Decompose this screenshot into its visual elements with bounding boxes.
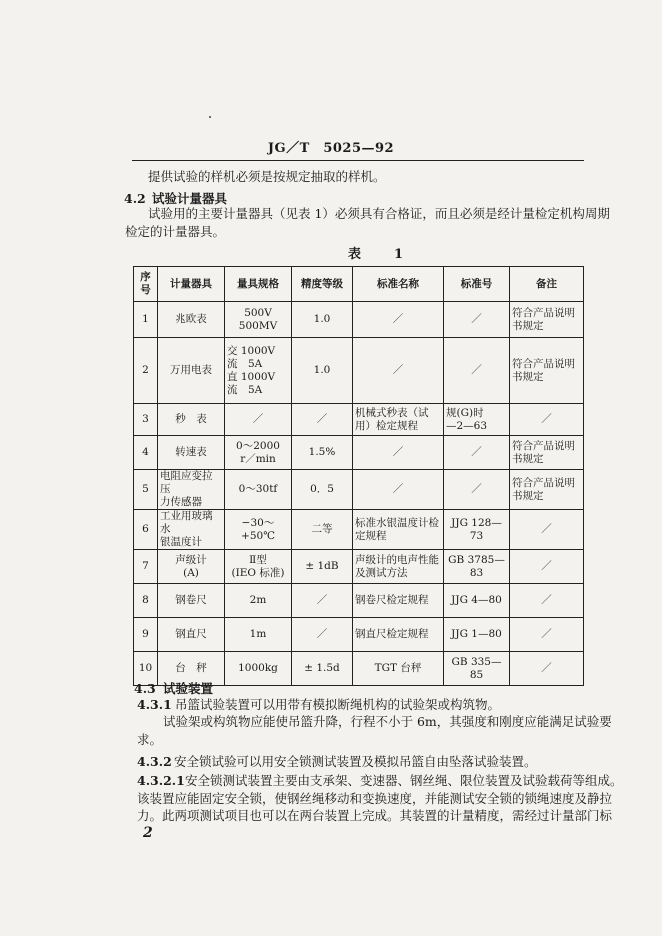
cell-remarks: ／: [510, 510, 584, 550]
table-header-row: [134, 267, 584, 302]
cell-remarks: 符合产品说明 书规定: [510, 302, 584, 338]
table-row: [134, 338, 584, 404]
cell-spec: 0～30tf: [225, 470, 292, 510]
cell-index: 10: [134, 652, 158, 686]
cell-instrument: 钢直尺: [158, 618, 225, 652]
cell-accuracy: ／: [292, 618, 353, 652]
header-cell-remarks: 备注: [510, 267, 584, 302]
table-row: [134, 510, 584, 550]
section-4-3-title: 试验装置: [163, 681, 214, 696]
cell-remarks: 符合产品说明 书规定: [510, 470, 584, 510]
page-number: 2: [143, 825, 153, 841]
cell-standard-name: 钢卷尺检定规程: [353, 584, 444, 618]
table-row: [134, 302, 584, 338]
cell-accuracy: ± 1.5d: [292, 652, 353, 686]
cell-standard-name: ／: [353, 470, 444, 510]
table-row: [134, 470, 584, 510]
cell-instrument: 兆欧表: [158, 302, 225, 338]
page-header: JG／T 5025—92: [267, 141, 395, 156]
section-4-2-number: 4.2: [124, 191, 146, 206]
cell-standard-name: 标准水银温度计检 定规程: [353, 510, 444, 550]
cell-spec: 0～2000 r／min: [225, 436, 292, 470]
table-caption: 表 1: [348, 247, 414, 262]
section-4-3-1-number: 4.3.1: [137, 697, 172, 712]
cell-instrument: 秒 表: [158, 404, 225, 436]
cell-accuracy: 1.5%: [292, 436, 353, 470]
cell-index: 5: [134, 470, 158, 510]
cell-index: 6: [134, 510, 158, 550]
cell-index: 2: [134, 338, 158, 404]
section-4-3-number: 4.3: [134, 681, 156, 696]
section-4-2-line1: 试验用的主要计量器具（见表 1）必须具有合格证，而且必须是经计量检定机构周期: [148, 206, 610, 221]
header-cell-index: 序 号: [134, 267, 158, 302]
cell-remarks: ／: [510, 404, 584, 436]
cell-index: 8: [134, 584, 158, 618]
cell-instrument: 钢卷尺: [158, 584, 225, 618]
cell-spec: 1000kg: [225, 652, 292, 686]
section-4-3-1-line1: 吊篮试验装置可以用带有模拟断绳机构的试验架或构筑物。: [175, 697, 501, 712]
cell-remarks: 符合产品说明 书规定: [510, 436, 584, 470]
cell-spec: −30～+50℃: [225, 510, 292, 550]
section-4-3-1-line2: 试验架或构筑物应能使吊篮升降，行程不小于 6m，其强度和刚度应能满足试验要: [163, 714, 612, 729]
cell-accuracy: ± 1dB: [292, 550, 353, 584]
section-4-3-2-1-line1: 安全锁测试装置主要由支承架、变速器、钢丝绳、限位装置及试验载荷等组成。: [185, 773, 623, 788]
cell-accuracy: 1.0: [292, 338, 353, 404]
section-4-3-2-1-line3: 力。此两项测试项目也可以在两台装置上完成。其装置的计量精度，需经过计量部门标: [137, 808, 613, 823]
cell-instrument: 台 秤: [158, 652, 225, 686]
cell-remarks: ／: [510, 652, 584, 686]
measurement-instruments-table: [133, 266, 584, 686]
cell-spec: 交 1000V 流 5A 直 1000V 流 5A: [225, 338, 292, 404]
cell-standard-name: TGT 台秤: [353, 652, 444, 686]
cell-remarks: ／: [510, 550, 584, 584]
cell-standard-name: ／: [353, 302, 444, 338]
table-row: [134, 618, 584, 652]
cell-spec: 500V 500MV: [225, 302, 292, 338]
cell-instrument: 声级计 (A): [158, 550, 225, 584]
table-row: [134, 550, 584, 584]
header-cell-standard-no: 标准号: [444, 267, 510, 302]
cell-standard-no: ／: [444, 436, 510, 470]
cell-standard-no: GB 3785—83: [444, 550, 510, 584]
cell-remarks: ／: [510, 618, 584, 652]
cell-standard-no: 规(G)时 —2—63: [444, 404, 510, 436]
cell-accuracy: ／: [292, 584, 353, 618]
cell-instrument: 电阻应变拉压 力传感器: [158, 470, 225, 510]
cell-spec: ／: [225, 404, 292, 436]
cell-standard-no: GB 335—85: [444, 652, 510, 686]
header-cell-standard-name: 标准名称: [353, 267, 444, 302]
intro-line: 提供试验的样机必须是按规定抽取的样机。: [148, 169, 386, 184]
cell-standard-no: ／: [444, 338, 510, 404]
header-cell-accuracy: 精度等级: [292, 267, 353, 302]
cell-spec: Ⅱ型 (IEO 标准): [225, 550, 292, 584]
cell-standard-no: ／: [444, 302, 510, 338]
cell-index: 3: [134, 404, 158, 436]
header-cell-instrument: 计量器具: [158, 267, 225, 302]
section-4-3-2-1-number: 4.3.2.1: [137, 773, 185, 788]
cell-accuracy: 0．5: [292, 470, 353, 510]
cell-index: 7: [134, 550, 158, 584]
cell-standard-name: 声级计的电声性能 及测试方法: [353, 550, 444, 584]
table-row: [134, 436, 584, 470]
section-4-2-title: 试验计量器具: [152, 191, 228, 206]
table-row: [134, 584, 584, 618]
speck-mark: [209, 116, 211, 118]
cell-accuracy: ／: [292, 404, 353, 436]
header-rule: [132, 160, 584, 161]
cell-standard-no: JJG 1—80: [444, 618, 510, 652]
cell-index: 4: [134, 436, 158, 470]
cell-standard-name: 机械式秒表（试 用）检定规程: [353, 404, 444, 436]
cell-index: 9: [134, 618, 158, 652]
cell-accuracy: 1.0: [292, 302, 353, 338]
cell-standard-no: JJG 4—80: [444, 584, 510, 618]
cell-instrument: 工业用玻璃水 银温度计: [158, 510, 225, 550]
cell-remarks: ／: [510, 584, 584, 618]
section-4-3-2-line1: 安全锁试验可以用安全锁测试装置及模拟吊篮自由坠落试验装置。: [174, 754, 537, 769]
header-cell-spec: 量具规格: [225, 267, 292, 302]
table-row: [134, 404, 584, 436]
cell-standard-no: JJG 128—73: [444, 510, 510, 550]
cell-instrument: 万用电表: [158, 338, 225, 404]
cell-standard-name: ／: [353, 338, 444, 404]
cell-instrument: 转速表: [158, 436, 225, 470]
cell-spec: 1m: [225, 618, 292, 652]
section-4-3-1-line3: 求。: [137, 732, 163, 747]
cell-standard-name: ／: [353, 436, 444, 470]
cell-remarks: 符合产品说明 书规定: [510, 338, 584, 404]
cell-standard-no: ／: [444, 470, 510, 510]
section-4-2-line2: 检定的计量器具。: [125, 224, 226, 239]
cell-accuracy: 二等: [292, 510, 353, 550]
section-4-3-2-number: 4.3.2: [137, 754, 172, 769]
cell-standard-name: 钢直尺检定规程: [353, 618, 444, 652]
cell-spec: 2m: [225, 584, 292, 618]
cell-index: 1: [134, 302, 158, 338]
section-4-3-2-1-line2: 该装置应能固定安全锁，使钢丝绳移动和变换速度，并能测试安全锁的锁绳速度及静拉: [137, 791, 613, 806]
